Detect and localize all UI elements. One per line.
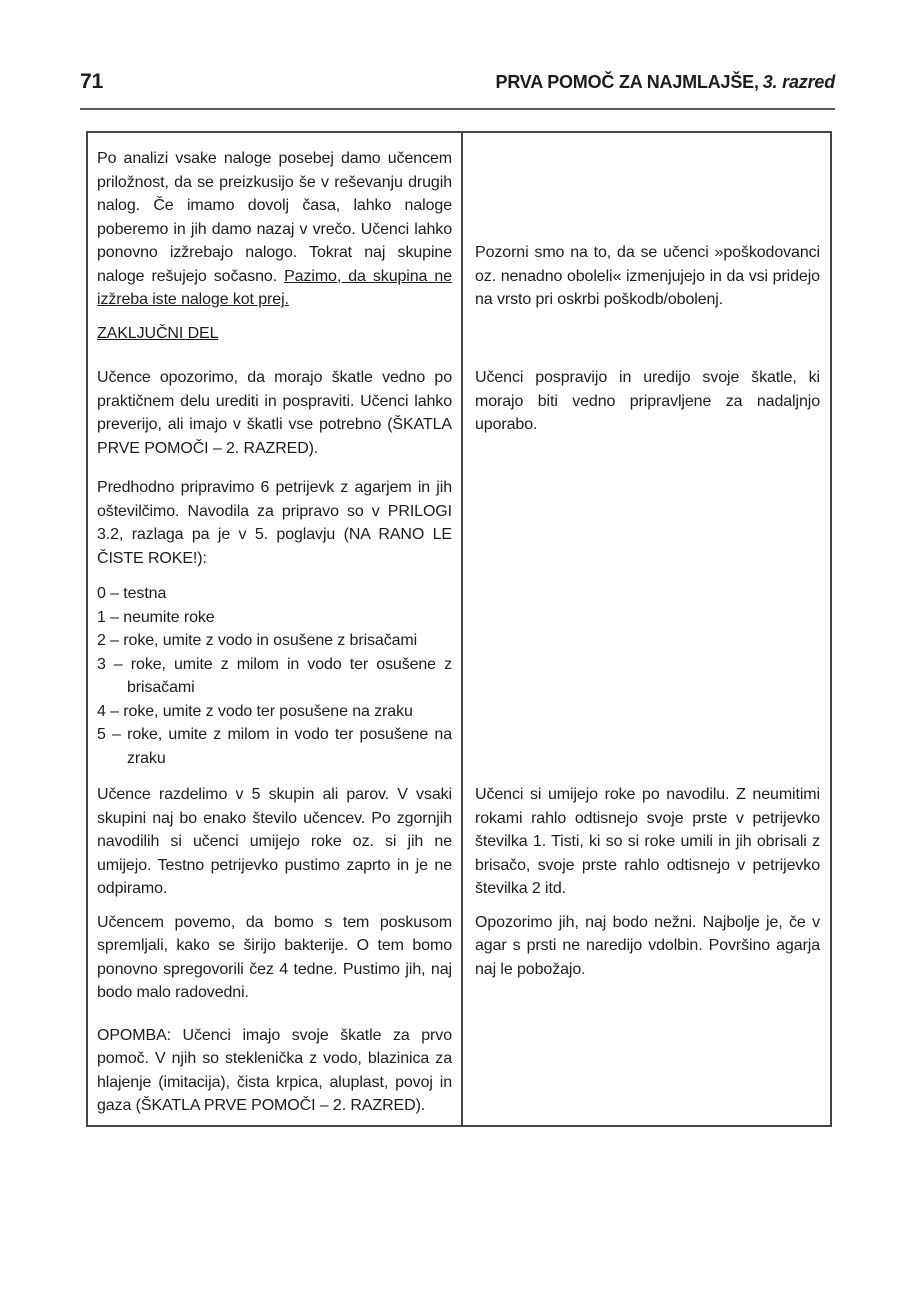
table-row (88, 133, 830, 312)
paragraph-injured-rotation: Pozorni smo na to, da se učenci »poškodovanci oz. nenadno oboleli« izmenjujejo in da vsi pridejo na vrsto pri oskrbi poškodb/obolenj. (475, 244, 820, 308)
pupil-activity-cell (463, 460, 830, 570)
teacher-instructions-cell (88, 570, 463, 770)
page-title-main: PRVA POMOČ ZA NAJMLAJŠE, (495, 72, 759, 92)
pupil-activity-cell (463, 770, 830, 901)
paragraph-task-analysis (97, 147, 452, 312)
pupil-activity-cell (463, 1005, 830, 1125)
teacher-instructions-cell (88, 1005, 463, 1125)
list-item: 2 – roke, umite z vodo in osušene z brisačami (97, 632, 418, 649)
worksheet-table (86, 131, 832, 1127)
pupil-activity-cell (463, 570, 830, 770)
pupil-activity-cell (463, 133, 830, 312)
table-row (88, 770, 830, 901)
page-title-grade: 3. razred (762, 72, 835, 92)
list-item: 4 – roke, umite z vodo ter posušene na zraku (97, 702, 413, 720)
paragraph-bacteria-experiment: Učencem povemo, da bomo s tem poskusom spremljali, kako se širijo bakterije. O tem bomo ponovno spregovorili čez 4 tedne. Pustimo jih, naj bodo malo radovedni. (97, 913, 452, 1001)
section-heading-closing-part: ZAKLJUČNI DEL (97, 324, 219, 342)
paragraph-petri-preparation: Predhodno pripravimo 6 petrijevk z agarjem in jih oštevilčimo. Navodila za pripravo so v PRILOGI 3.2, razlaga pa je v 5. poglavju (NA RANO LE ČISTE ROKE!): (97, 479, 452, 567)
table-row (88, 345, 830, 460)
teacher-instructions-cell (88, 345, 463, 460)
underlined-note: Pazimo, da skupina ne izžreba iste naloge kot prej. (97, 267, 452, 308)
teacher-instructions-cell (88, 901, 463, 1005)
table-row (88, 312, 830, 346)
teacher-instructions-cell (88, 133, 463, 312)
teacher-instructions-cell (88, 460, 463, 570)
list-item: 5 – roke, umite z milom in vodo ter posušene na zraku (97, 726, 452, 767)
list-item: 3 – roke, umite z milom in vodo ter osušene z brisačami (97, 655, 452, 696)
paragraph-text: Po analizi vsake naloge posebej damo učencem priložnost, da se preizkusijo še v reševanju drugih nalog. Če imamo dovolj časa, lahko naloge poberemo in jih damo nazaj v vrečo. Učenci lahko ponovno izžrebajo nalogo. Tokrat naj skupine naloge rešujejo sočasno. (97, 150, 452, 285)
paragraph-be-gentle: Opozorimo jih, naj bodo nežni. Najbolje je, če v agar s prsti ne naredijo vdolbin. Površino agarja naj le pobožajo. (475, 913, 820, 978)
paragraph-pupils-wash-hands: Učenci si umijejo roke po navodilu. Z neumitimi rokami rahlo odtisnejo svoje prste v petrijevko številka 1. Tisti, ki so si roke umili in jih obrisali z brisačo, svoje prste rahlo odtisnejo v petrijevko številka 2 itd. (475, 786, 820, 897)
pupil-activity-cell (463, 901, 830, 1005)
paragraph-tidy-boxes: Učence opozorimo, da morajo škatle vedno po praktičnem delu urediti in pospraviti. Učenci lahko preverijo, ali imajo v škatli vse potrebno (ŠKATLA PRVE POMOČI – 2. RAZRED). (97, 369, 452, 457)
header-divider-line (80, 108, 835, 110)
list-item: 1 – neumite roke (97, 608, 215, 626)
paragraph-remark-first-aid-box: OPOMBA: Učenci imajo svoje škatle za prvo pomoč. V njih so steklenička z vodo, blazinica za hlajenje (imitacija), čista krpica, aluplast, povoj in gaza (ŠKATLA PRVE POMOČI – 2. RAZRED). (97, 1026, 452, 1114)
teacher-instructions-cell (88, 770, 463, 901)
table-row (88, 460, 830, 570)
page-title (496, 72, 835, 93)
petri-dish-numbering-list (97, 582, 452, 770)
table-row (88, 901, 830, 1005)
table-row (88, 570, 830, 770)
table-row (88, 1005, 830, 1125)
paragraph-divide-groups: Učence razdelimo v 5 skupin ali parov. V vsaki skupini naj bo enako število učencev. Po zgornjih navodilih si učenci umijejo roke oz. si jih ne umijejo. Testno petrijevko pustimo zaprto in je ne odpiramo. (97, 786, 452, 897)
pupil-activity-cell (463, 312, 830, 346)
page-header (80, 70, 835, 94)
page-number: 71 (80, 70, 104, 93)
pupil-activity-cell (463, 345, 830, 460)
paragraph-pupils-tidy: Učenci pospravijo in uredijo svoje škatle, ki morajo biti vedno pripravljene za nadaljnjo uporabo. (475, 369, 820, 433)
list-item: 0 – testna (97, 585, 167, 602)
teacher-instructions-cell (88, 312, 463, 346)
